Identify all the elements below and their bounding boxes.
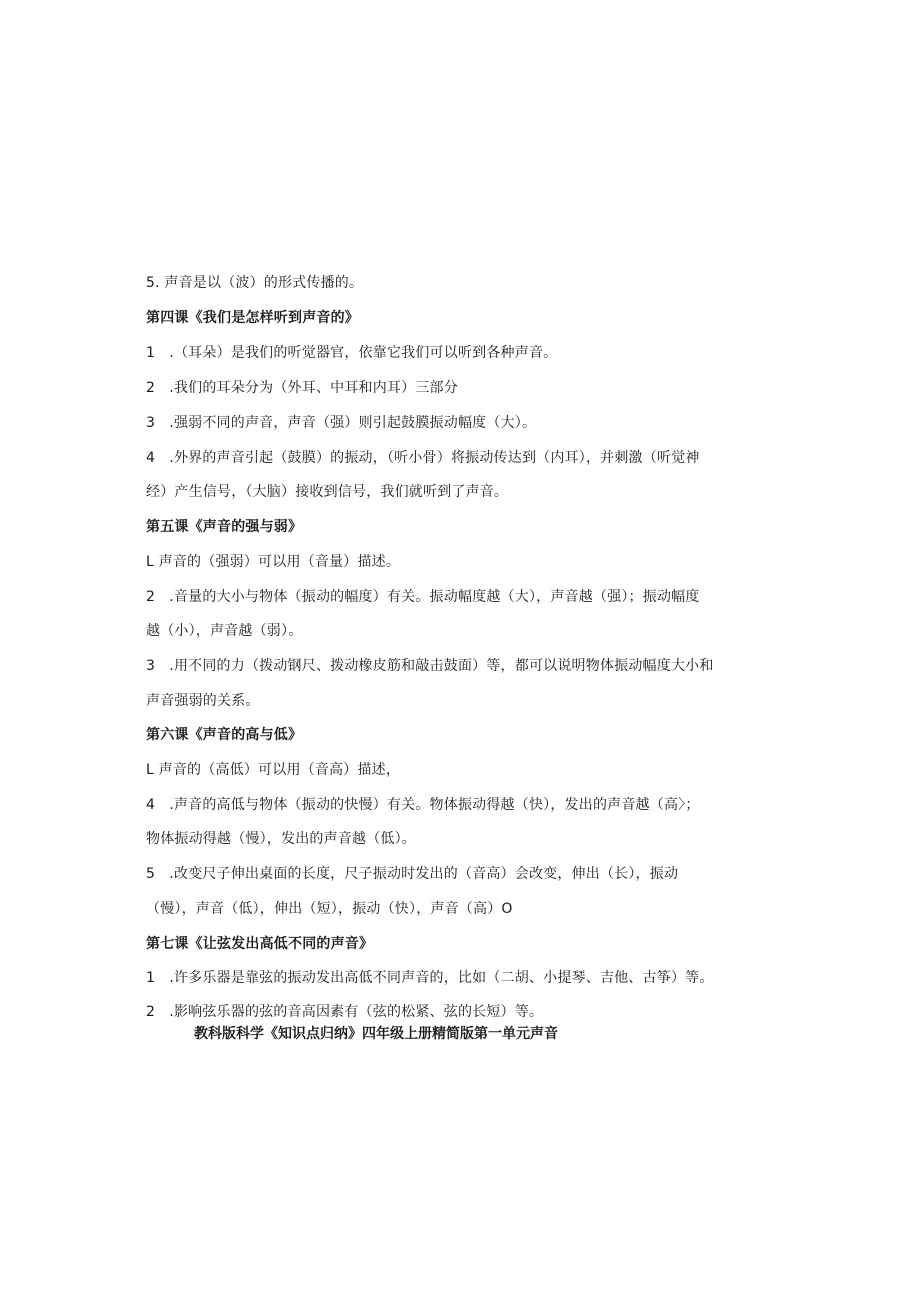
lesson-6-item-5: 5 .改变尺子伸出桌面的长度，尺子振动时发出的（音高）会改变，伸出（长），振动 xyxy=(146,866,679,882)
lesson-4-item-2: 2 .我们的耳朵分为（外耳、中耳和内耳）三部分 xyxy=(146,380,458,396)
lesson-6-item-5-cont: （慢），声音（低），伸出（短），振动（快），声音（高）O xyxy=(146,901,513,917)
lesson-4-item-4-cont: 经）产生信号，（大脑）接收到信号，我们就听到了声音。 xyxy=(146,484,509,500)
lesson-4-item-3: 3 .强弱不同的声音，声音（强）则引起鼓膜振动幅度（大）。 xyxy=(146,415,537,431)
item-5-sound-wave: 5. 声音是以（波）的形式传播的。 xyxy=(146,275,364,291)
lesson-4-item-1: 1 .（耳朵）是我们的听觉器官，依靠它我们可以听到各种声音。 xyxy=(146,345,558,361)
lesson-4-heading: 第四课《我们是怎样听到声音的》 xyxy=(146,310,359,326)
lesson-6-item-1: L 声音的（高低）可以用（音高）描述， xyxy=(146,762,401,778)
document-title: 教科版科学《知识点归纳》四年级上册精简版第一单元声音 xyxy=(194,1026,558,1042)
lesson-5-heading: 第五课《声音的强与弱》 xyxy=(146,519,303,535)
lesson-5-item-3-cont: 声音强弱的关系。 xyxy=(146,693,260,709)
lesson-5-item-1: L 声音的（强弱）可以用（音量）描述。 xyxy=(146,554,401,570)
lesson-7-item-2: 2 .影响弦乐器的弦的音高因素有（弦的松紧、弦的长短）等。 xyxy=(146,1004,544,1020)
lesson-7-heading: 第七课《让弦发出高低不同的声音》 xyxy=(146,936,374,952)
lesson-7-item-1: 1 .许多乐器是靠弦的振动发出高低不同声音的，比如（二胡、小提琴、吉他、古筝）等。 xyxy=(146,970,714,986)
lesson-4-item-4: 4 .外界的声音引起（鼓膜）的振动，（听小骨）将振动传达到（内耳），并刺激（听觉神 xyxy=(146,450,700,466)
lesson-6-heading: 第六课《声音的高与低》 xyxy=(146,727,303,743)
lesson-6-item-4: 4 .声音的高低与物体（振动的快慢）有关。物体振动得越（快），发出的声音越（高〉； xyxy=(146,797,700,813)
lesson-5-item-2: 2 .音量的大小与物体（振动的幅度）有关。振动幅度越（大），声音越（强）；振动幅度 xyxy=(146,589,700,605)
lesson-6-item-4-cont: 物体振动得越（慢），发出的声音越（低）。 xyxy=(146,831,416,847)
lesson-5-item-3: 3 .用不同的力（拨动钢尺、拨动橡皮筋和敲击鼓面）等，都可以说明物体振动幅度大小和 xyxy=(146,658,714,674)
lesson-5-item-2-cont: 越（小），声音越（弱）。 xyxy=(146,623,303,639)
